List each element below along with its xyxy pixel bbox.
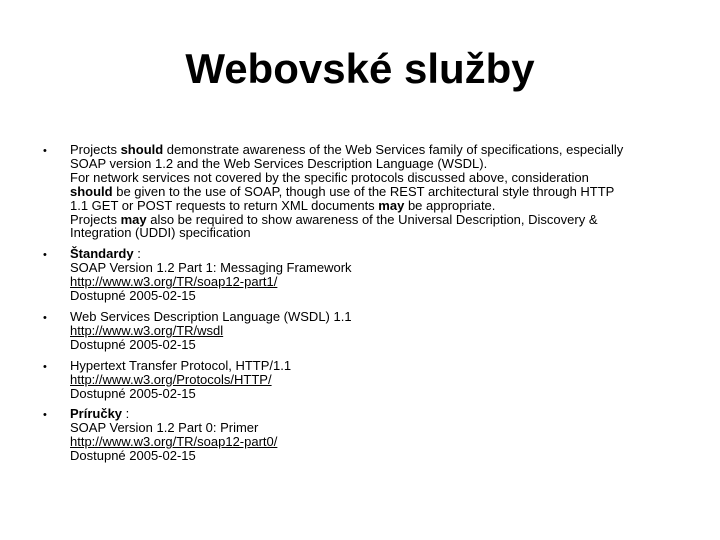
text-line: [70, 247, 680, 261]
list-item: [0, 143, 720, 240]
text-line: For network services not covered by the specific protocols discussed above, consideration: [70, 169, 589, 185]
text-line: [70, 185, 680, 199]
wsdl-block: [70, 310, 680, 352]
http-protocols-link[interactable]: http://www.w3.org/Protocols/HTTP/: [70, 371, 272, 387]
text-line: [70, 213, 680, 227]
text-run: also be required to show awareness of the Universal Description, Discovery &: [146, 211, 598, 227]
standard-name: SOAP Version 1.2 Part 0: Primer: [70, 420, 259, 436]
text-run: demonstrate awareness of the Web Services family of specifications, especially: [163, 142, 624, 157]
bullet-icon: •: [43, 360, 47, 373]
bullet-list: [0, 143, 720, 463]
emphasis-may: may: [120, 211, 147, 227]
bullet-icon: •: [43, 145, 47, 157]
text-run: Projects: [70, 142, 121, 157]
guides-heading: Príručky: [70, 406, 123, 422]
wsdl-link[interactable]: http://www.w3.org/TR/wsdl: [70, 322, 224, 338]
emphasis-should: should: [70, 183, 113, 199]
text-line: [70, 199, 680, 213]
standard-name: SOAP Version 1.2 Part 1: Messaging Framework: [70, 260, 352, 276]
available-date: Dostupné 2005-02-15: [70, 288, 196, 304]
text-run: :: [133, 246, 141, 262]
standard-name: Web Services Description Language (WSDL) 1.1: [70, 308, 352, 324]
bullet-icon: •: [43, 249, 47, 262]
intro-text: [70, 143, 680, 240]
list-item: [0, 359, 720, 401]
text-line: [70, 143, 680, 157]
text-run: be appropriate.: [404, 197, 496, 213]
standard-name: Hypertext Transfer Protocol, HTTP/1.1: [70, 357, 292, 373]
available-date: Dostupné 2005-02-15: [70, 448, 196, 464]
http-block: [70, 359, 680, 401]
bullet-icon: •: [43, 311, 47, 324]
text-line: Integration (UDDI) specification: [70, 225, 251, 241]
text-run: Projects: [70, 211, 121, 227]
list-item: [0, 407, 720, 463]
text-run: be given to the use of SOAP, though use of the REST architectural style through HTTP: [112, 183, 615, 199]
standards-block: [70, 247, 680, 303]
available-date: Dostupné 2005-02-15: [70, 385, 196, 401]
emphasis-may: may: [378, 197, 405, 213]
soap12-part0-link[interactable]: http://www.w3.org/TR/soap12-part0/: [70, 434, 278, 450]
available-date: Dostupné 2005-02-15: [70, 336, 196, 352]
list-item: [0, 310, 720, 352]
standards-heading: Štandardy: [70, 246, 134, 262]
guides-block: [70, 407, 680, 463]
list-item: [0, 247, 720, 303]
text-line: SOAP version 1.2 and the Web Services Description Language (WSDL).: [70, 155, 488, 171]
emphasis-should: should: [120, 142, 164, 157]
bullet-icon: •: [43, 409, 47, 422]
slide-title: Webovské služby: [185, 45, 535, 92]
text-run: 1.1 GET or POST requests to return XML documents: [70, 197, 379, 213]
text-run: :: [122, 406, 130, 422]
soap12-part1-link[interactable]: http://www.w3.org/TR/soap12-part1/: [70, 274, 278, 290]
text-line: [70, 407, 680, 421]
